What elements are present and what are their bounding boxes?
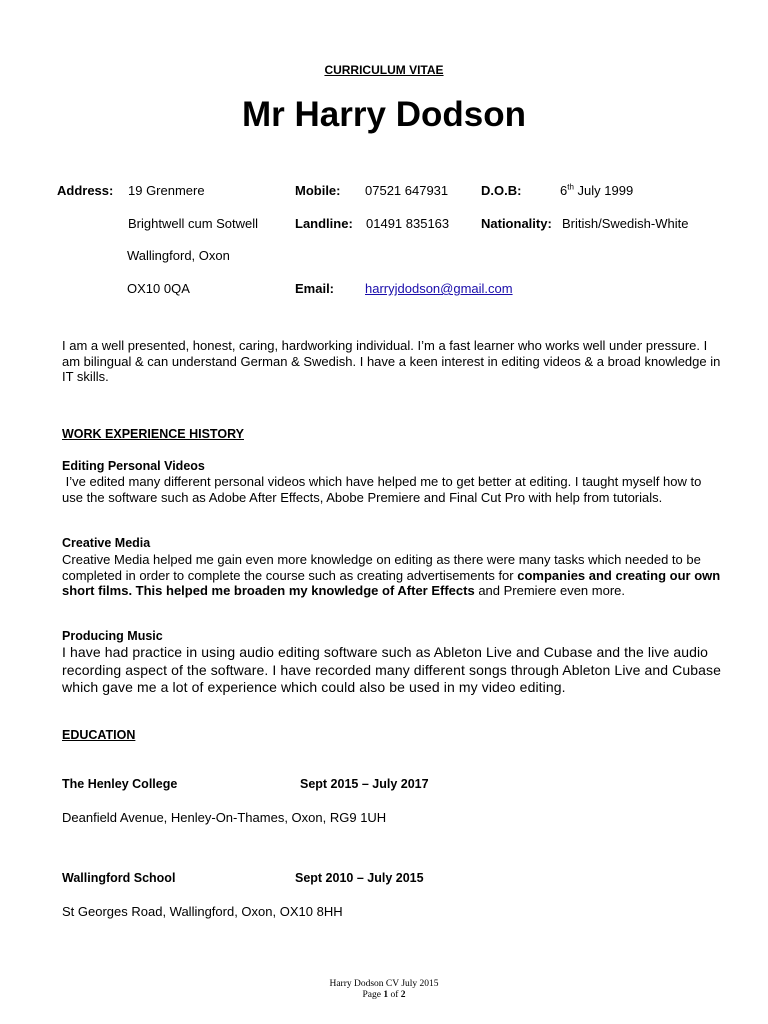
address-line-2: Brightwell cum Sotwell (128, 216, 259, 231)
landline-label: Landline: (295, 216, 353, 231)
candidate-name: Mr Harry Dodson (242, 95, 526, 134)
nationality-value: British/Swedish-White (562, 216, 689, 231)
school-1-address: Deanfield Avenue, Henley-On-Thames, Oxon, RG9 1UH (62, 810, 387, 825)
address-line-3: Wallingford, Oxon (127, 248, 230, 263)
school-2-dates: Sept 2010 – July 2015 (295, 871, 424, 885)
nationality-label: Nationality: (481, 216, 552, 231)
editing-videos-title: Editing Personal Videos (62, 459, 205, 473)
producing-music-title: Producing Music (62, 629, 163, 643)
email-label: Email: (295, 281, 335, 296)
page-current: 1 (383, 990, 389, 1000)
dob-value (560, 183, 633, 198)
address-label: Address: (57, 183, 114, 198)
page-of: of (388, 990, 401, 1000)
address-line-4: OX10 0QA (127, 281, 190, 296)
education-heading: EDUCATION (62, 728, 136, 742)
creative-media-text-bold: companies and creating our own short films. This helped me broaden my knowledge of After Effects (62, 567, 721, 598)
document-type-heading: CURRICULUM VITAE (324, 63, 444, 77)
page-total: 2 (400, 990, 406, 1000)
personal-profile: I am a well presented, honest, caring, hardworking individual. I’m a fast learner who works well under pressure. I am bilingual & can understand German & Swedish. I have a keen interest in editing videos & a broad knowledge in IT skills. (62, 338, 721, 384)
footer-title: Harry Dodson CV July 2015 (329, 979, 439, 989)
work-experience-heading: WORK EXPERIENCE HISTORY (62, 427, 244, 441)
creative-media-title: Creative Media (62, 536, 151, 550)
dob-month-year: July 1999 (573, 183, 634, 198)
page-indicator (0, 990, 768, 1000)
school-1-dates: Sept 2015 – July 2017 (300, 777, 429, 791)
page-word: Page (362, 990, 384, 1000)
editing-videos-text: I’ve edited many different personal videos which have helped me to get better at editing. I taught myself how to use the software such as Adobe After Effects, Abobe Premiere and Final Cut Pro with help from tutorials. (62, 474, 705, 505)
school-2-address: St Georges Road, Wallingford, Oxon, OX10 8HH (62, 904, 343, 919)
creative-media-text (62, 552, 722, 599)
creative-media-text-2: and Premiere even more. (474, 583, 625, 598)
school-2-name: Wallingford School (62, 871, 176, 885)
dob-label: D.O.B: (481, 183, 522, 198)
producing-music-text: I have had practice in using audio editing software such as Ableton Live and Cubase and the live audio recording aspect of the software. I have recorded many different songs through Ableton Live and Cubase which gave me a lot of experience which could also be used in my video editing. (62, 644, 722, 695)
mobile-value: 07521 647931 (365, 183, 449, 198)
address-line-1: 19 Grenmere (128, 183, 205, 198)
email-link[interactable]: harryjdodson@gmail.com (365, 281, 513, 296)
mobile-label: Mobile: (295, 183, 341, 198)
dob-day: 6 (560, 183, 568, 198)
school-1-name: The Henley College (62, 777, 178, 791)
landline-value: 01491 835163 (366, 216, 450, 231)
dob-suffix: th (567, 182, 574, 192)
creative-media-text-1: Creative Media helped me gain even more knowledge on editing as there were many tasks which needed to be completed in order to complete the course such as creating advertisements for (62, 552, 701, 583)
